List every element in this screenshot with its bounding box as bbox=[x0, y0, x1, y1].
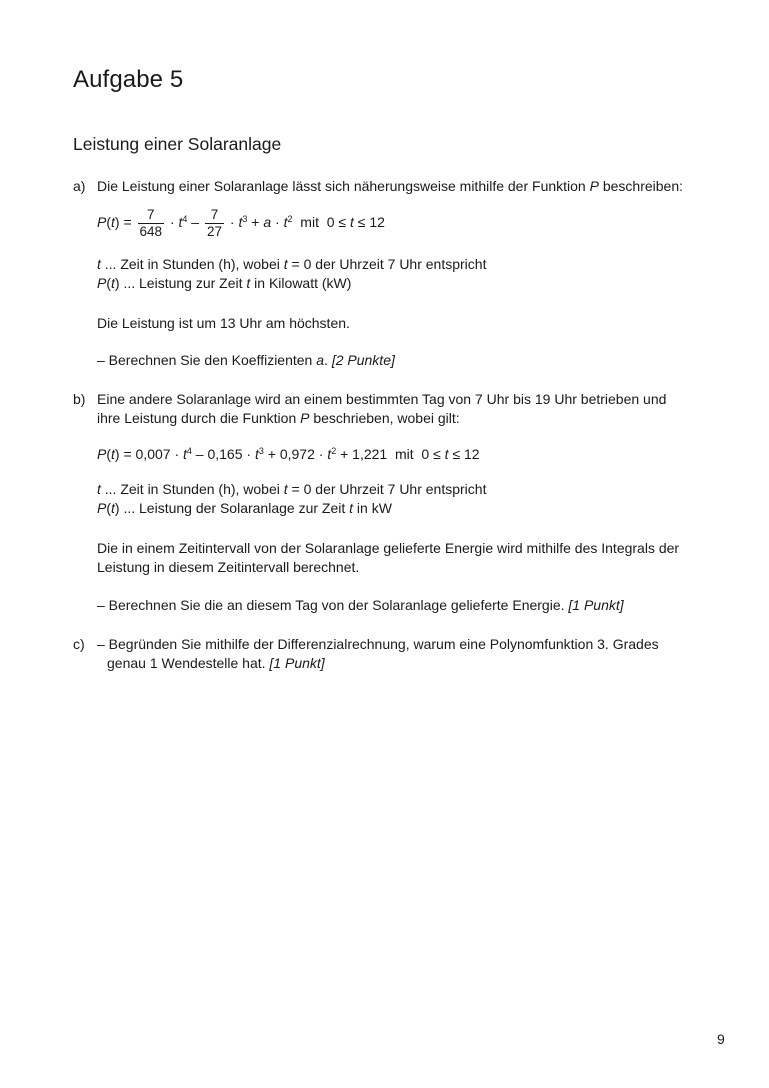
part-a-task: – Berechnen Sie den Koeffizienten a. [2 Punkte] bbox=[97, 352, 395, 368]
part-a-intro: Die Leistung einer Solaranlage lässt sich näherungsweise mithilfe der Funktion P beschreiben: bbox=[97, 178, 684, 194]
section-heading: Leistung einer Solaranlage bbox=[73, 134, 282, 154]
fraction-7-648 bbox=[138, 207, 165, 240]
part-b-formula: $P(t) = 0,007 \cdot t^4 - 0,165 \cdot t^3 + 0,972 \cdot t^2 + 1,221$ mit 0 ≤ t ≤ 12 bbox=[97, 446, 480, 462]
part-b-intro-line1: Eine andere Solaranlage wird an einem bestimmten Tag von 7 Uhr bis 19 Uhr betrieben und bbox=[97, 391, 667, 407]
part-a-definition-t: t ... Zeit in Stunden (h), wobei t = 0 der Uhrzeit 7 Uhr entspricht bbox=[97, 256, 487, 272]
part-c-label: c) bbox=[73, 636, 85, 652]
part-b-definition-p: P(t) ... Leistung der Solaranlage zur Zeit t in kW bbox=[97, 500, 392, 516]
fraction-denominator: 27 bbox=[207, 224, 223, 239]
part-a-label: a) bbox=[73, 178, 86, 194]
fraction-denominator: 648 bbox=[139, 224, 163, 239]
part-c-task-line2: genau 1 Wendestelle hat. [1 Punkt] bbox=[107, 655, 325, 671]
fraction-numerator: 7 bbox=[138, 207, 165, 224]
part-c-task-line1: – Begründen Sie mithilfe der Differenzialrechnung, warum eine Polynomfunktion 3. Grades bbox=[97, 636, 659, 652]
part-b-text-line2: Leistung in diesem Zeitintervall berechnet. bbox=[97, 559, 360, 575]
part-b-label: b) bbox=[73, 391, 86, 407]
part-a-formula: P(t) = $\frac{7}{648}$ · $t^4$ – $\frac{7}{27}$ · $t^3 + a \cdot t^2$ mit 0 ≤ t ≤ 12 bbox=[97, 207, 385, 239]
part-b-task: – Berechnen Sie die an diesem Tag von der Solaranlage gelieferte Energie. [1 Punkt] bbox=[97, 597, 624, 613]
fraction-7-27 bbox=[205, 207, 224, 240]
part-a-fact: Die Leistung ist um 13 Uhr am höchsten. bbox=[97, 315, 350, 331]
part-b-text-line1: Die in einem Zeitintervall von der Solaranlage gelieferte Energie wird mithilfe des Integrals der bbox=[97, 540, 680, 556]
page-title: Aufgabe 5 bbox=[73, 66, 184, 93]
fraction-numerator: 7 bbox=[205, 207, 224, 224]
part-b-intro-line2: ihre Leistung durch die Funktion P beschrieben, wobei gilt: bbox=[97, 410, 460, 426]
part-b-definition-t: t ... Zeit in Stunden (h), wobei t = 0 der Uhrzeit 7 Uhr entspricht bbox=[97, 481, 487, 497]
page-number: 9 bbox=[717, 1031, 725, 1047]
part-a-definition-p: P(t) ... Leistung zur Zeit t in Kilowatt (kW) bbox=[97, 275, 352, 291]
